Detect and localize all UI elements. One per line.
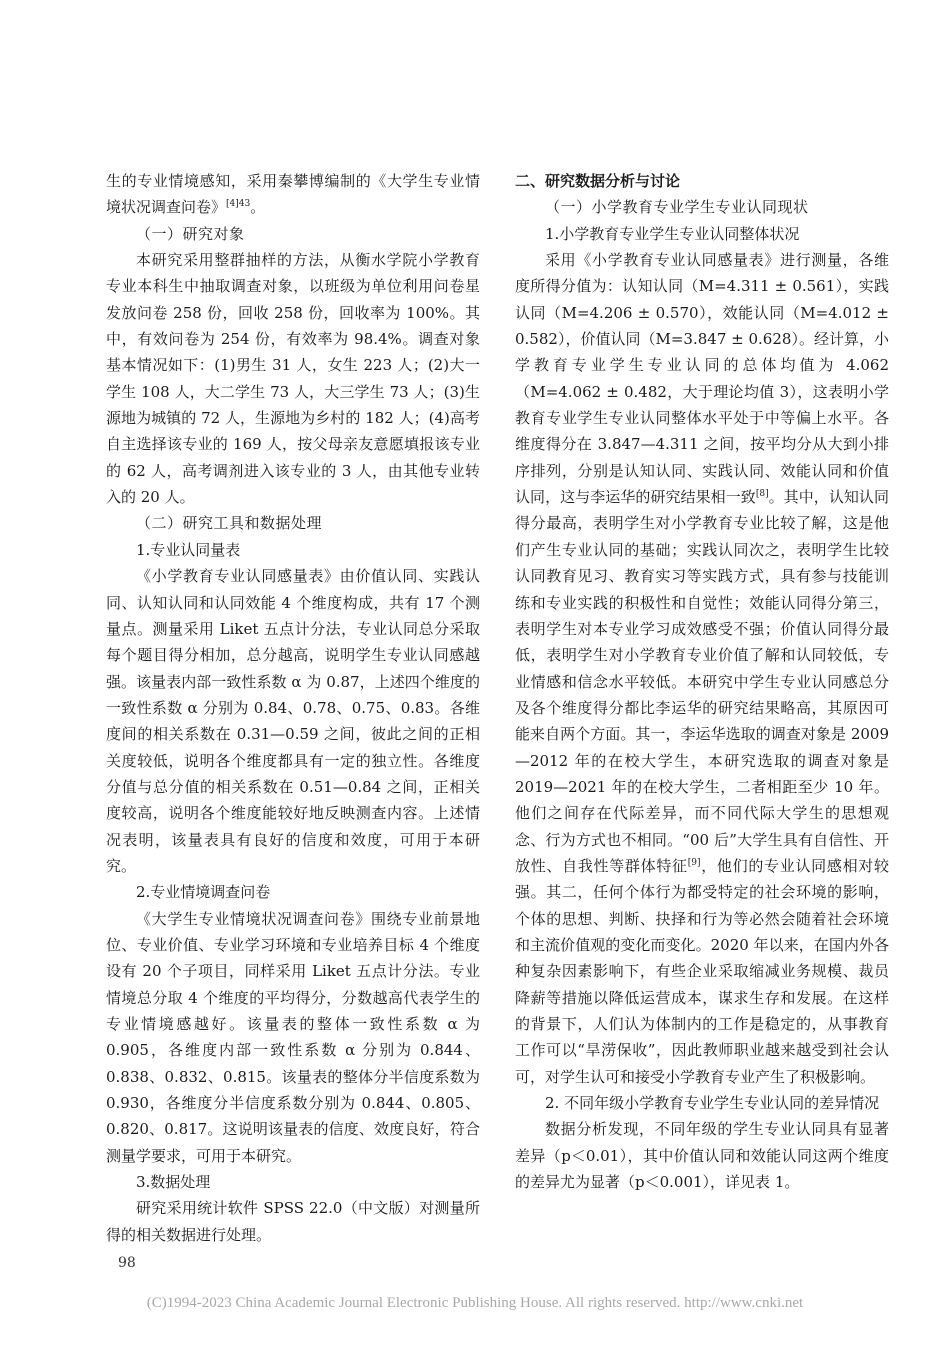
right-column — [515, 168, 889, 1195]
citation-ref[interactable]: [9] — [687, 857, 701, 868]
subheading-identity-status: （一）小学教育专业学生专业认同现状 — [545, 198, 809, 217]
heading-research-tools: （二）研究工具和数据处理 — [136, 514, 323, 533]
paragraph-grade-differences: 数据分析发现，不同年级的学生专业认同具有显著差异（p＜0.01），其中价值认同和效能认同这两个维度的差异尤为显著（p＜0.001），详见表 1。 — [515, 1120, 889, 1192]
paragraph-situation-questionnaire: 《大学生专业情境状况调查问卷》围绕专业前景地位、专业价值、专业学习环境和专业培养目标 4 个维度设有 20 个子项目，同样采用 Liket 五点计分法。专业情境总分取 4 个维度的平均得分，分数越高代表学生的专业情境感越好。该量表的整体一致性系数 α 为 0.905，各维度内部一致性系数 α 分别为 0.844、0.838、0.832、0.815。该量表的整体分半信度系数为 0.930，各维度分半信度系数分别为 0.844、0.805、0.820、0.817。这说明该量表的信度、效度良好，符合测量学要求，可用于本研究。 — [106, 909, 480, 1165]
paragraph-identity-scale: 《小学教育专业认同感量表》由价值认同、实践认同、认知认同和认同效能 4 个维度构成，共有 17 个测量点。测量采用 Liket 五点计分法，专业认同总分采取每个题目得分相加，总分越高，说明学生专业认同感越强。该量表内部一致性系数 α 为 0.87，上述四个维度的一致性系数 α 分别为 0.84、0.78、0.75、0.83。各维度间的相关系数在 0.31—0.59 之间，彼此之间的正相关度较低，说明各个维度都具有一定的独立性。各维度分值与总分值的相关系数在 0.51—0.84 之间，正相关度较高，说明各个维度能较好地反映测查内容。上述情况表明，该量表具有良好的信度和效度，可用于本研究。 — [106, 567, 480, 875]
page-number: 98 — [118, 1255, 136, 1271]
left-column — [106, 168, 480, 1248]
heading-research-subjects: （一）研究对象 — [136, 224, 245, 243]
paragraph-research-subjects: 本研究采用整群抽样的方法，从衡水学院小学教育专业本科生中抽取调查对象，以班级为单位利用问卷星发放问卷 258 份，回收 258 份，回收率为 100%。其中，有效问卷为 254 份，有效率为 98.4%。调查对象基本情况如下：(1)男生 31 人，女生 223 人；(2)大一学生 108 人，大二学生 73 人，大三学生 73 人；(3)生源地为城镇的 72 人，生源地为乡村的 182 人；(4)高考自主选择该专业的 169 人，按父母亲友意愿填报该专业的 62 人，高考调剂进入该专业的 3 人，由其他专业转入的 20 人。 — [106, 251, 480, 507]
paragraph-data-processing: 研究采用统计软件 SPSS 22.0（中文版）对测量所得的相关数据进行处理。 — [106, 1199, 480, 1244]
heading-identity-scale: 1.专业认同量表 — [136, 540, 241, 559]
heading-data-processing: 3.数据处理 — [136, 1173, 211, 1192]
paragraph-overall-status: 采用《小学教育专业认同感量表》进行测量，各维度所得分值为：认知认同（M=4.311 ± 0.561），实践认同（M=4.206 ± 0.570），效能认同（M=4.012 ± 0.582），价值认同（M=3.847 ± 0.628）。经计算，小学教育专业学生专业认同的总体均值为 4.062 （M=4.062 ± 0.482，大于理论均值 3），这表明小学教育专业学生专业认同整体水平处于中等偏上水平。各维度得分在 3.847—4.311 之间，按平均分从大到小排序排列，分别是认知认同、实践认同、效能认同和价值认同，这与李运华的研究结果相一致[8]。其中，认知认同得分最高，表明学生对小学教育专业比较了解，这是他们产生专业认同的基础；实践认同次之，表明学生比较认同教育见习、教育实习等实践方式，具有参与技能训练和专业实践的积极性和自觉性；效能认同得分第三，表明学生对本专业学习成效感受不强；价值认同得分最低，表明学生对小学教育专业价值了解和认同较低，专业情感和信念水平较低。本研究中学生专业认同感总分及各个维度得分都比李运华的研究结果略高，其原因可能来自两个方面。其一，李运华选取的调查对象是 2009—2012 年的在校大学生，本研究选取的调查对象是 2019—2021 年的在校大学生，二者相距至少 10 年。他们之间存在代际差异，而不同代际大学生的思想观念、行为方式也不相同。“00 后”大学生具有自信性、开放性、自我性等群体特征[9]，他们的专业认同感相对较强。其二，任何个体行为都受特定的社会环境的影响，个体的思想、判断、抉择和行为等必然会随着社会环境和主流价值观的变化而变化。2020 年以来，在国内外各种复杂因素影响下，有些企业采取缩减业务规模、裁员降薪等措施以降低运营成本，谋求生存和发展。在这样的背景下，人们认为体制内的工作是稳定的，从事教育工作可以“旱涝保收”，因此教师职业越来越受到社会认可，对学生认可和接受小学教育专业产生了积极影响。 — [515, 251, 889, 1086]
citation-ref[interactable]: [8] — [755, 489, 769, 500]
heading-grade-differences: 2. 不同年级小学教育专业学生专业认同的差异情况 — [545, 1094, 880, 1113]
intro-paragraph: 生的专业情境感知，采用秦攀博编制的《大学生专业情境状况调查问卷》$^{[4]43}$。 — [106, 172, 480, 217]
citation-ref[interactable]: [4]43 — [226, 199, 251, 210]
section-heading-analysis: 二、研究数据分析与讨论 — [515, 172, 681, 190]
heading-overall-status: 1.小学教育专业学生专业认同整体状况 — [545, 224, 800, 243]
copyright-watermark: (C)1994-2023 China Academic Journal Electronic Publishing House. All rights reserved. http://www.cnki.net — [146, 1295, 804, 1311]
heading-situation-questionnaire: 2.专业情境调查问卷 — [136, 883, 271, 902]
